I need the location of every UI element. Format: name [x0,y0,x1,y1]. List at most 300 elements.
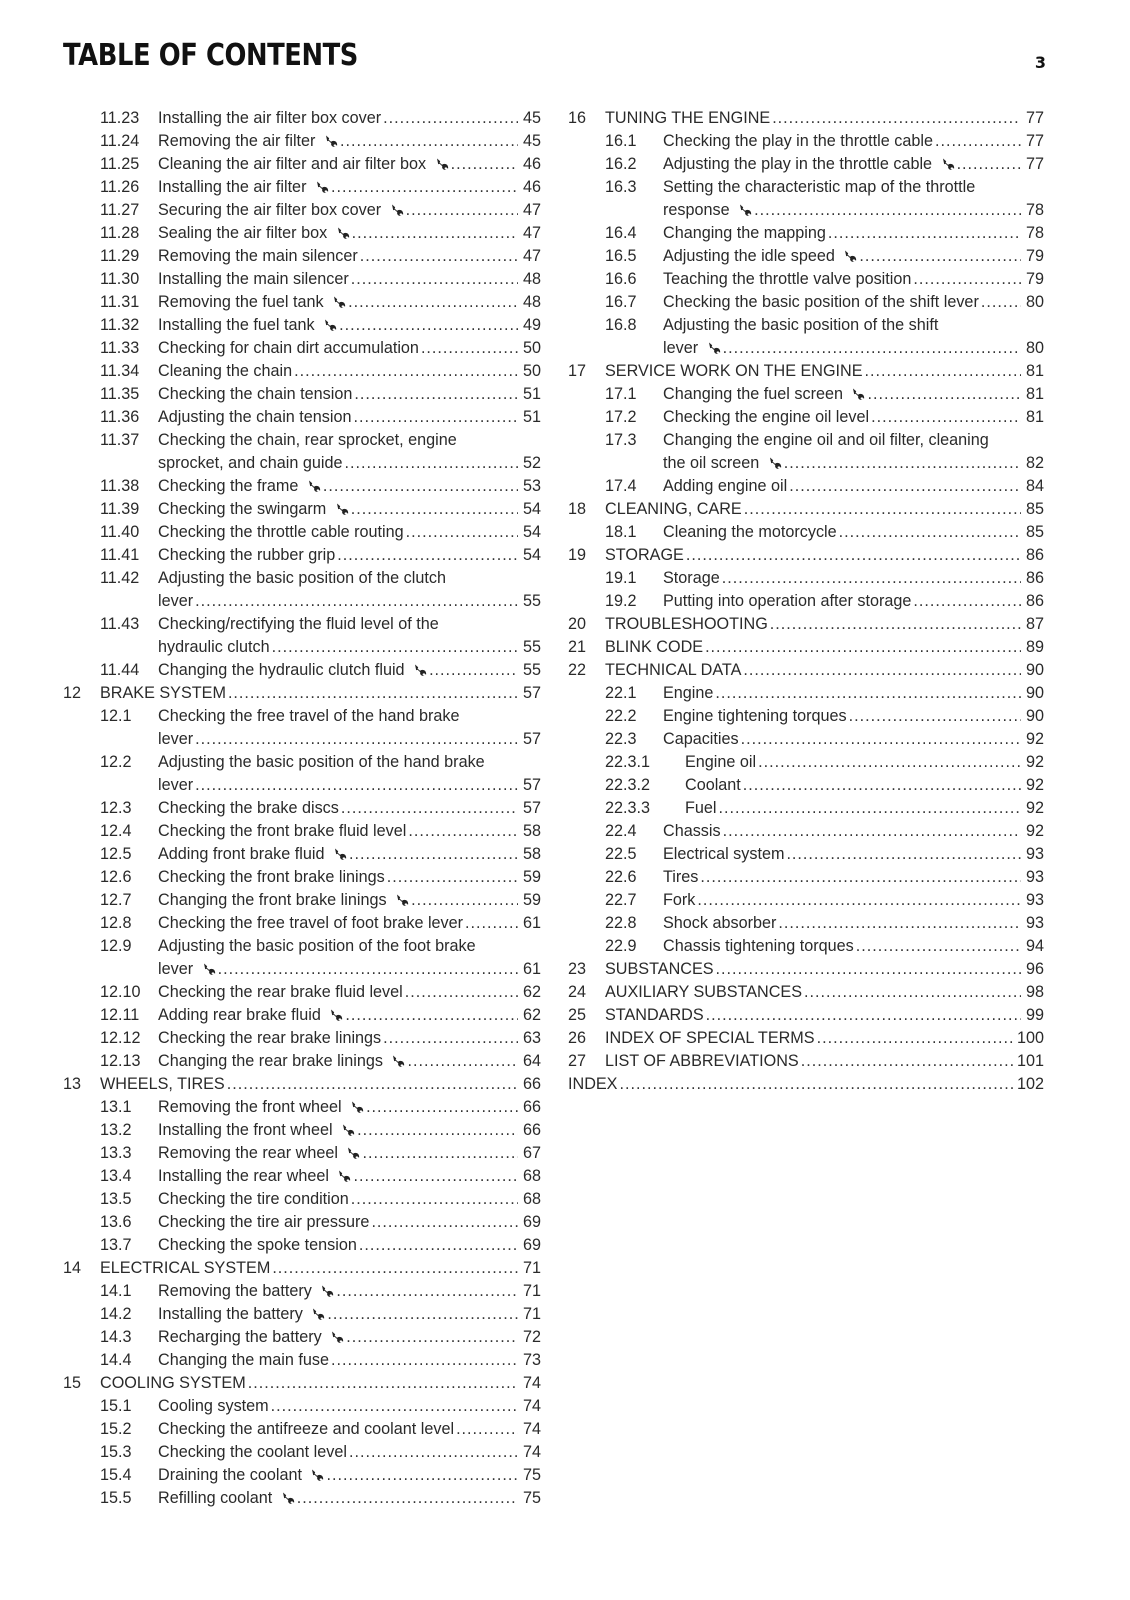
toc-entry[interactable] [568,682,1044,705]
section-title: Chassis tightening torques [663,937,854,955]
toc-entry[interactable] [63,1119,541,1142]
section-number: 15.5 [100,1489,132,1507]
toc-entry[interactable] [568,613,1044,636]
toc-entry[interactable] [63,1349,541,1372]
toc-entry[interactable] [568,935,1044,958]
dot-leader [935,130,1021,153]
section-number: 11.41 [100,546,140,564]
section-title: Sealing the air filter box [158,224,328,242]
toc-entry[interactable] [63,912,541,935]
section-number: 22.3.2 [605,776,651,794]
section-number: 22.1 [605,684,637,702]
wrench-icon [321,1285,334,1297]
dot-leader [340,130,518,153]
toc-entry[interactable] [63,1165,541,1188]
page-ref: 85 [1025,523,1044,541]
page-ref: 50 [522,339,541,357]
toc-entry[interactable] [63,1073,541,1096]
section-number: 12.11 [100,1006,140,1024]
section-title: Chassis [663,822,721,840]
toc-entry[interactable] [568,153,1044,176]
page-ref: 93 [1025,891,1044,909]
toc-entry[interactable] [63,797,541,820]
toc-entry[interactable] [63,889,541,912]
dot-leader [619,1073,1014,1096]
dot-leader [716,958,1021,981]
page-ref: 61 [522,914,541,932]
toc-entry[interactable] [63,751,541,797]
page-ref: 90 [1025,684,1044,702]
page-ref: 71 [522,1282,541,1300]
section-title: Adding engine oil [663,477,788,495]
section-number: 21 [568,638,587,656]
page-ref: 77 [1025,132,1044,150]
section-title: TUNING THE ENGINE [605,109,771,127]
section-number: 19.2 [605,592,637,610]
page-ref: 92 [1025,776,1044,794]
page-ref: 71 [522,1259,541,1277]
page-ref: 89 [1025,638,1044,656]
section-title: Installing the air filter [158,178,307,196]
section-title: Cooling system [158,1397,269,1415]
page-ref: 68 [522,1167,541,1185]
section-title-line1: Checking the free travel of the hand brake [158,707,460,725]
dot-leader [371,1211,518,1234]
page-ref: 80 [1025,339,1044,357]
dot-leader [271,1395,518,1418]
toc-entry[interactable] [568,590,1044,613]
section-title-line1: Adjusting the basic position of the shift [663,316,939,334]
dot-leader [331,176,518,199]
dot-leader [913,268,1021,291]
page-ref: 64 [522,1052,541,1070]
section-title: Checking the rear brake linings [158,1029,382,1047]
section-number: 11.32 [100,316,140,334]
dot-leader [981,291,1021,314]
section-title-line1: Setting the characteristic map of the throttle [663,178,976,196]
dot-leader [722,567,1021,590]
toc-entry[interactable] [568,268,1044,291]
page-ref: 90 [1025,707,1044,725]
section-number: 17.1 [605,385,637,403]
dot-leader [341,797,518,820]
toc-entry[interactable] [568,820,1044,843]
dot-leader [405,981,518,1004]
toc-entry[interactable] [568,360,1044,383]
section-number: 12.6 [100,868,132,886]
section-number: 14.4 [100,1351,132,1369]
section-title: Adding rear brake fluid [158,1006,321,1024]
section-title: Refilling coolant [158,1489,273,1507]
section-number: 11.26 [100,178,140,196]
toc-entry[interactable] [63,659,541,682]
toc-entry[interactable] [568,176,1044,222]
page-ref: 74 [522,1443,541,1461]
toc-entry[interactable] [63,544,541,567]
dot-leader [913,590,1021,613]
dot-leader [867,383,1021,406]
section-number: 22.7 [605,891,637,909]
dot-leader [353,1165,518,1188]
wrench-icon [351,1101,364,1113]
section-title: lever [158,960,194,978]
toc-entry[interactable] [568,429,1044,475]
section-title-line1: Adjusting the basic position of the hand brake [158,753,485,771]
dot-leader [406,521,518,544]
wrench-icon [334,848,347,860]
section-number: 19.1 [605,569,637,587]
page-ref: 92 [1025,730,1044,748]
dot-leader [357,1119,518,1142]
section-number: 12.3 [100,799,132,817]
wrench-icon [331,1331,344,1343]
dot-leader [758,751,1021,774]
toc-entry[interactable] [63,820,541,843]
dot-leader [859,245,1021,268]
toc-entry[interactable] [568,751,1044,774]
toc-entry[interactable] [63,429,541,475]
toc-entry[interactable] [63,360,541,383]
toc-entry[interactable] [63,1487,541,1510]
section-title: Checking the front brake linings [158,868,385,886]
dot-leader [801,1050,1014,1073]
page-ref: 92 [1025,753,1044,771]
section-number: 11.34 [100,362,140,380]
dot-leader [345,1004,518,1027]
toc-entry[interactable] [568,981,1044,1004]
page-ref: 101 [1016,1052,1044,1070]
section-title-line1: Adjusting the basic position of the foot brake [158,937,476,955]
wrench-icon [396,894,409,906]
section-number: 11.33 [100,339,140,357]
toc-entry[interactable] [63,1464,541,1487]
toc-entry[interactable] [568,636,1044,659]
section-number: 12.10 [100,983,141,1001]
section-title: Storage [663,569,720,587]
section-title: Removing the main silencer [158,247,358,265]
page-ref: 59 [522,891,541,909]
toc-entry[interactable] [63,1280,541,1303]
dot-leader [353,406,518,429]
toc-entry[interactable] [568,705,1044,728]
section-title: Installing the fuel tank [158,316,315,334]
section-title: Adjusting the idle speed [663,247,835,265]
toc-entry[interactable] [568,958,1044,981]
section-number: 12.7 [100,891,132,909]
toc-entry[interactable] [568,659,1044,682]
section-title: hydraulic clutch [158,638,270,656]
page-ref: 55 [522,592,541,610]
section-number: 16.3 [605,178,637,196]
section-number: 14.3 [100,1328,132,1346]
section-title: Removing the front wheel [158,1098,342,1116]
toc-entry[interactable] [568,1073,1044,1096]
page-ref: 81 [1025,408,1044,426]
toc-entry[interactable] [63,475,541,498]
toc-entry[interactable] [568,797,1044,820]
dot-leader [228,682,518,705]
dot-leader [351,498,518,521]
toc-entry[interactable] [63,1326,541,1349]
toc-entry[interactable] [63,268,541,291]
section-title: Shock absorber [663,914,777,932]
page-ref: 45 [522,132,541,150]
page-ref: 87 [1025,615,1044,633]
dot-leader [744,498,1021,521]
dot-leader [336,1280,518,1303]
toc-entry[interactable] [568,130,1044,153]
page-ref: 55 [522,638,541,656]
dot-leader [218,958,518,981]
section-number: 13.2 [100,1121,132,1139]
dot-leader [723,820,1021,843]
toc-entry[interactable] [63,107,541,130]
page-ref: 74 [522,1397,541,1415]
section-title: BLINK CODE [605,638,704,656]
toc-entry[interactable] [63,843,541,866]
wrench-icon [325,135,338,147]
page-number: 3 [1034,53,1046,72]
toc-entry[interactable] [63,866,541,889]
toc-entry[interactable] [63,245,541,268]
page-ref: 86 [1025,592,1044,610]
section-title: Capacities [663,730,739,748]
section-number: 11.28 [100,224,140,242]
page-ref: 57 [522,730,541,748]
section-number: 22.5 [605,845,637,863]
dot-leader [451,153,518,176]
section-number: 11.35 [100,385,140,403]
page-ref: 57 [522,799,541,817]
section-number: 18.1 [605,523,637,541]
toc-entry[interactable] [63,383,541,406]
section-number: 11.36 [100,408,140,426]
toc-entry[interactable] [63,1257,541,1280]
toc-entry[interactable] [568,1050,1044,1073]
toc-entry[interactable] [63,1211,541,1234]
toc-entry[interactable] [568,567,1044,590]
dot-leader [354,383,518,406]
page-ref: 59 [522,868,541,886]
page-ref: 68 [522,1190,541,1208]
wrench-icon [308,480,321,492]
page-ref: 93 [1025,914,1044,932]
section-number: 12.2 [100,753,132,771]
toc-entry[interactable] [63,1096,541,1119]
dot-leader [362,1142,518,1165]
section-title: TECHNICAL DATA [605,661,742,679]
dot-leader [743,774,1021,797]
dot-leader [421,337,518,360]
section-title: Checking the play in the throttle cable [663,132,933,150]
section-number: 15 [63,1374,82,1392]
toc-entry[interactable] [568,222,1044,245]
toc-entry[interactable] [63,1418,541,1441]
page-ref: 93 [1025,845,1044,863]
section-title: response [663,201,730,219]
section-number: 14.1 [100,1282,132,1300]
page-ref: 51 [522,385,541,403]
toc-entry[interactable] [63,981,541,1004]
section-title: BRAKE SYSTEM [100,684,226,702]
page-title: TABLE OF CONTENTS [63,38,358,73]
dot-leader [723,337,1021,360]
section-number: 12.13 [100,1052,141,1070]
toc-entry[interactable] [568,774,1044,797]
dot-leader [406,199,518,222]
section-title: Checking the basic position of the shift lever [663,293,979,311]
section-number: 11.30 [100,270,140,288]
section-number: 14 [63,1259,82,1277]
toc-entry[interactable] [63,176,541,199]
section-title: Engine oil [685,753,757,771]
toc-entry[interactable] [63,1004,541,1027]
section-number: 16.1 [605,132,637,150]
toc-entry[interactable] [63,1050,541,1073]
toc-entry[interactable] [63,705,541,751]
toc-entry[interactable] [63,1027,541,1050]
section-title: SERVICE WORK ON THE ENGINE [605,362,863,380]
toc-entry[interactable] [568,1004,1044,1027]
toc-entry[interactable] [63,406,541,429]
toc-entry[interactable] [568,728,1044,751]
section-number: 13.7 [100,1236,132,1254]
toc-entry[interactable] [568,866,1044,889]
section-title: Changing the mapping [663,224,826,242]
toc-entry[interactable] [568,383,1044,406]
toc-entry[interactable] [63,935,541,981]
toc-entry[interactable] [568,1027,1044,1050]
toc-entry[interactable] [63,1188,541,1211]
toc-entry[interactable] [568,521,1044,544]
toc-entry[interactable] [63,682,541,705]
page-ref: 46 [522,155,541,173]
section-number: 12.8 [100,914,132,932]
toc-entry[interactable] [63,613,541,659]
section-title: Installing the main silencer [158,270,349,288]
section-title: Adjusting the chain tension [158,408,352,426]
toc-entry[interactable] [63,222,541,245]
dot-leader [195,774,518,797]
toc-entry[interactable] [568,245,1044,268]
dot-leader [856,935,1021,958]
section-number: 11.40 [100,523,140,541]
section-number: 23 [568,960,587,978]
section-number: 12.5 [100,845,132,863]
page-ref: 45 [522,109,541,127]
toc-entry[interactable] [63,1395,541,1418]
toc-entry[interactable] [568,889,1044,912]
page-ref: 67 [522,1144,541,1162]
section-title: Recharging the battery [158,1328,322,1346]
dot-leader [348,291,518,314]
page-ref: 47 [522,247,541,265]
section-title: COOLING SYSTEM [100,1374,246,1392]
toc-entry[interactable] [63,291,541,314]
toc-entry[interactable] [568,406,1044,429]
section-title: Checking the tire condition [158,1190,349,1208]
toc-entry[interactable] [568,291,1044,314]
toc-entry[interactable] [63,521,541,544]
section-number: 17.3 [605,431,637,449]
dot-leader [323,475,518,498]
toc-entry[interactable] [63,567,541,613]
page-ref: 100 [1016,1029,1044,1047]
toc-entry[interactable] [568,475,1044,498]
section-number: 26 [568,1029,587,1047]
section-title: Changing the front brake linings [158,891,387,909]
section-title: Checking the rubber grip [158,546,336,564]
section-title: ELECTRICAL SYSTEM [100,1259,271,1277]
section-number: 11.25 [100,155,140,173]
dot-leader [706,1004,1021,1027]
dot-leader [705,636,1021,659]
section-title: Checking the front brake fluid level [158,822,407,840]
section-number: 25 [568,1006,587,1024]
section-title: WHEELS, TIRES [100,1075,225,1093]
page-ref: 57 [522,776,541,794]
wrench-icon [336,503,349,515]
page-ref: 81 [1025,362,1044,380]
toc-entry[interactable] [568,314,1044,360]
toc-entry[interactable] [63,1441,541,1464]
toc-entry[interactable] [568,843,1044,866]
toc-entry[interactable] [63,1372,541,1395]
toc-entry[interactable] [63,153,541,176]
section-title: Fork [663,891,696,909]
section-title: Checking for chain dirt accumulation [158,339,419,357]
page-ref: 48 [522,293,541,311]
toc-entry[interactable] [568,498,1044,521]
page-ref: 82 [1025,454,1044,472]
dot-leader [817,1027,1014,1050]
toc-entry[interactable] [63,199,541,222]
toc-entry[interactable] [568,544,1044,567]
toc-entry[interactable] [63,130,541,153]
section-title: Checking the antifreeze and coolant level [158,1420,455,1438]
section-number: 22.4 [605,822,637,840]
toc-entry[interactable] [568,912,1044,935]
section-number: 13.1 [100,1098,132,1116]
page-ref: 48 [522,270,541,288]
toc-entry[interactable] [63,337,541,360]
page-ref: 92 [1025,822,1044,840]
page-ref: 77 [1025,109,1044,127]
toc-entry[interactable] [63,1142,541,1165]
section-title: Checking the engine oil level [663,408,870,426]
toc-entry[interactable] [63,1234,541,1257]
page-ref: 81 [1025,385,1044,403]
dot-leader [248,1372,518,1395]
page-ref: 75 [522,1489,541,1507]
section-number: 17 [568,362,587,380]
section-title: Checking the spoke tension [158,1236,357,1254]
toc-entry[interactable] [63,314,541,337]
dot-leader [849,705,1021,728]
section-title: Checking the coolant level [158,1443,347,1461]
section-title-line1: Checking the chain, rear sprocket, engine [158,431,457,449]
dot-leader [456,1418,518,1441]
dot-leader [686,544,1021,567]
dot-leader [804,981,1021,1004]
dot-leader [839,521,1021,544]
page-ref: 92 [1025,799,1044,817]
wrench-icon [942,158,955,170]
toc-entry[interactable] [568,107,1044,130]
toc-entry[interactable] [63,498,541,521]
section-title: Electrical system [663,845,785,863]
toc-entry[interactable] [63,1303,541,1326]
